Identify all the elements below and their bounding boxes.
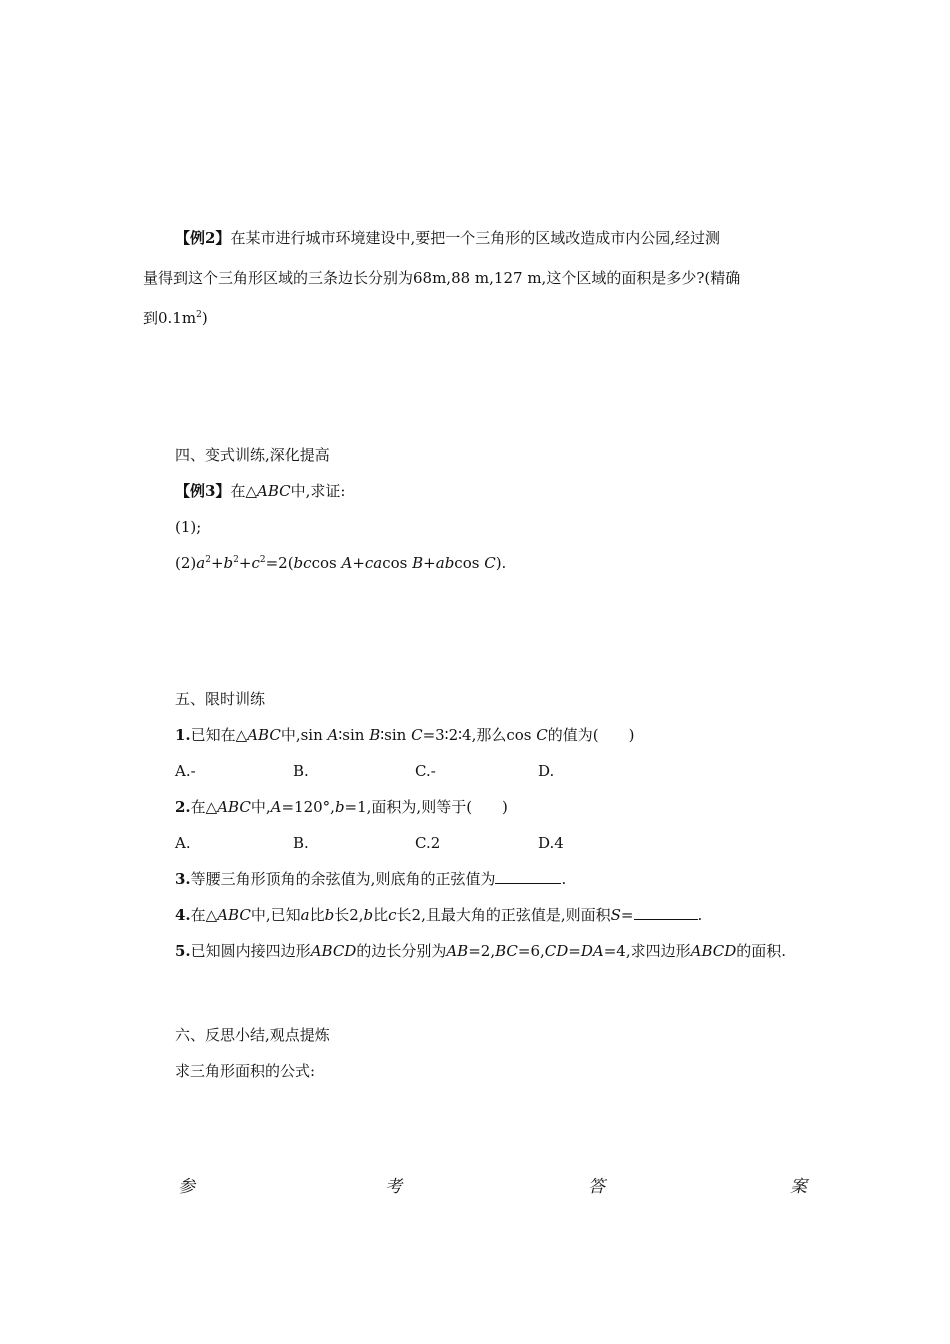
side-bc: BC bbox=[495, 942, 518, 960]
q4-text-e: 比 bbox=[373, 906, 389, 924]
triangle-abc: ABC bbox=[256, 482, 291, 500]
question-5-number: 5. bbox=[175, 942, 191, 960]
angle-c: C bbox=[484, 554, 496, 572]
question-5 bbox=[175, 941, 786, 961]
q1-text-d: ∶sin bbox=[380, 726, 412, 744]
section-6-title bbox=[175, 1025, 330, 1045]
q1-option-b[interactable]: B. bbox=[293, 762, 309, 780]
cos-b: cos bbox=[382, 554, 413, 572]
q4-text-b: 中,已知 bbox=[250, 906, 301, 924]
question-4-number: 4. bbox=[175, 906, 191, 924]
example-3-item-1 bbox=[175, 517, 201, 537]
side-da: DA bbox=[580, 942, 604, 960]
example-3-tag: 【例3】 bbox=[175, 482, 231, 500]
angle-a: A bbox=[327, 726, 339, 744]
cos-c: cos bbox=[454, 554, 485, 572]
q1-option-a[interactable]: A.- bbox=[175, 762, 196, 780]
item-2-prefix: (2) bbox=[175, 554, 197, 572]
triangle-abc: ABC bbox=[217, 798, 251, 816]
example-2-line-3 bbox=[143, 308, 208, 328]
question-4 bbox=[175, 905, 702, 925]
answer-header-char-4: 案 bbox=[790, 1177, 807, 1197]
q1-text-a: 已知在△ bbox=[190, 726, 248, 744]
q1-text-c: ∶sin bbox=[338, 726, 370, 744]
item-1-text: (1); bbox=[175, 518, 202, 536]
q5-text-b: 的边长分别为 bbox=[356, 942, 447, 960]
superscript: 2 bbox=[233, 555, 239, 565]
equals: =2( bbox=[265, 554, 294, 572]
q4-end: . bbox=[697, 906, 703, 924]
q1-text-b: 中,sin bbox=[280, 726, 328, 744]
quad-abcd: ABCD bbox=[690, 942, 737, 960]
question-2 bbox=[175, 797, 508, 817]
q2-option-c[interactable]: C.2 bbox=[415, 834, 441, 852]
question-1-number: 1. bbox=[175, 726, 191, 744]
example-2-text: 在某市进行城市环境建设中,要把一个三角形的区域改造成市内公园,经过测 bbox=[230, 229, 720, 247]
q2-text-b: 中, bbox=[250, 798, 271, 816]
q2-text-a: 在△ bbox=[190, 798, 218, 816]
var-b: b bbox=[334, 798, 345, 816]
plus: + bbox=[423, 554, 436, 572]
section-4-title bbox=[175, 445, 330, 465]
var-a: a bbox=[300, 906, 310, 924]
q5-text-e: = bbox=[568, 942, 581, 960]
example-2-line-2 bbox=[143, 268, 740, 288]
area-formula-prompt: 求三角形面积的公式: bbox=[175, 1062, 316, 1080]
question-1 bbox=[175, 725, 634, 745]
q5-text-g: 的面积. bbox=[736, 942, 787, 960]
angle-b: B bbox=[412, 554, 424, 572]
side-ab: AB bbox=[446, 942, 469, 960]
q1-option-d[interactable]: D. bbox=[538, 762, 555, 780]
var-ab: ab bbox=[435, 554, 455, 572]
section-4-title-text: 四、变式训练,深化提高 bbox=[175, 446, 330, 464]
var-bc: bc bbox=[293, 554, 312, 572]
q4-text-a: 在△ bbox=[190, 906, 218, 924]
plus: + bbox=[210, 554, 224, 572]
angle-b: B bbox=[369, 726, 381, 744]
var-b: b bbox=[324, 906, 335, 924]
question-3 bbox=[175, 869, 566, 889]
example-2-text-2: 量得到这个三角形区域的三条边长分别为68m,88 m,127 m,这个区域的面积是多少?(精确 bbox=[143, 269, 741, 287]
side-cd: CD bbox=[544, 942, 569, 960]
example-3-text-b: 中,求证: bbox=[290, 482, 346, 500]
q5-text-f: =4,求四边形 bbox=[603, 942, 691, 960]
q3-answer-blank[interactable] bbox=[495, 869, 561, 884]
q2-text-c: =120°, bbox=[281, 798, 335, 816]
q2-option-d[interactable]: D.4 bbox=[538, 834, 564, 852]
var-a: a bbox=[196, 554, 206, 572]
section-5-title bbox=[175, 689, 265, 709]
example-3-item-2 bbox=[175, 553, 506, 573]
example-2-text-3-end: ) bbox=[201, 309, 208, 327]
q5-text-a: 已知圆内接四边形 bbox=[190, 942, 311, 960]
var-b: b bbox=[363, 906, 374, 924]
example-2-text-3: 到0.1m bbox=[143, 309, 197, 327]
answer-header-char-3: 答 bbox=[588, 1177, 605, 1197]
q4-text-g: = bbox=[620, 906, 634, 924]
section-6-line bbox=[175, 1061, 315, 1081]
q2-option-a[interactable]: A. bbox=[175, 834, 191, 852]
cos-a: cos bbox=[311, 554, 342, 572]
question-3-number: 3. bbox=[175, 870, 191, 888]
superscript: 2 bbox=[196, 310, 202, 320]
example-2-tag: 【例2】 bbox=[175, 229, 231, 247]
answer-header-char-2: 考 bbox=[385, 1177, 402, 1197]
q1-text-f: 的值为( ) bbox=[547, 726, 635, 744]
question-2-number: 2. bbox=[175, 798, 191, 816]
q2-option-b[interactable]: B. bbox=[293, 834, 309, 852]
example-2-line-1 bbox=[175, 228, 720, 248]
item-2-end: ). bbox=[495, 554, 507, 572]
q1-text-e: =3∶2∶4,那么cos bbox=[422, 726, 537, 744]
section-5-title-text: 五、限时训练 bbox=[175, 690, 266, 708]
triangle-abc: ABC bbox=[217, 906, 251, 924]
angle-a: A bbox=[270, 798, 282, 816]
var-b: b bbox=[223, 554, 234, 572]
plus: + bbox=[352, 554, 365, 572]
superscript: 2 bbox=[205, 555, 211, 565]
var-c: c bbox=[388, 906, 397, 924]
q4-text-d: 长2, bbox=[334, 906, 364, 924]
q3-text: 等腰三角形顶角的余弦值为,则底角的正弦值为 bbox=[190, 870, 496, 888]
var-s: S bbox=[610, 906, 621, 924]
q2-text-d: =1,面积为,则等于( ) bbox=[344, 798, 508, 816]
answer-header-char-1: 参 bbox=[178, 1177, 195, 1197]
var-ca: ca bbox=[364, 554, 383, 572]
example-3-line bbox=[175, 481, 345, 501]
q1-option-c[interactable]: C.- bbox=[415, 762, 436, 780]
q3-end: . bbox=[561, 870, 567, 888]
angle-c: C bbox=[536, 726, 548, 744]
q5-text-c: =2, bbox=[468, 942, 496, 960]
var-c: c bbox=[251, 554, 260, 572]
angle-c: C bbox=[411, 726, 423, 744]
example-3-text-a: 在△ bbox=[230, 482, 257, 500]
q4-text-f: 长2,且最大角的正弦值是,则面积 bbox=[396, 906, 611, 924]
angle-a: A bbox=[341, 554, 353, 572]
q4-answer-blank[interactable] bbox=[634, 905, 698, 920]
q4-text-c: 比 bbox=[309, 906, 325, 924]
plus: + bbox=[238, 554, 252, 572]
triangle-abc: ABC bbox=[247, 726, 281, 744]
superscript: 2 bbox=[259, 555, 266, 565]
section-6-title-text: 六、反思小结,观点提炼 bbox=[175, 1026, 330, 1044]
q5-text-d: =6, bbox=[517, 942, 545, 960]
quad-abcd: ABCD bbox=[310, 942, 357, 960]
